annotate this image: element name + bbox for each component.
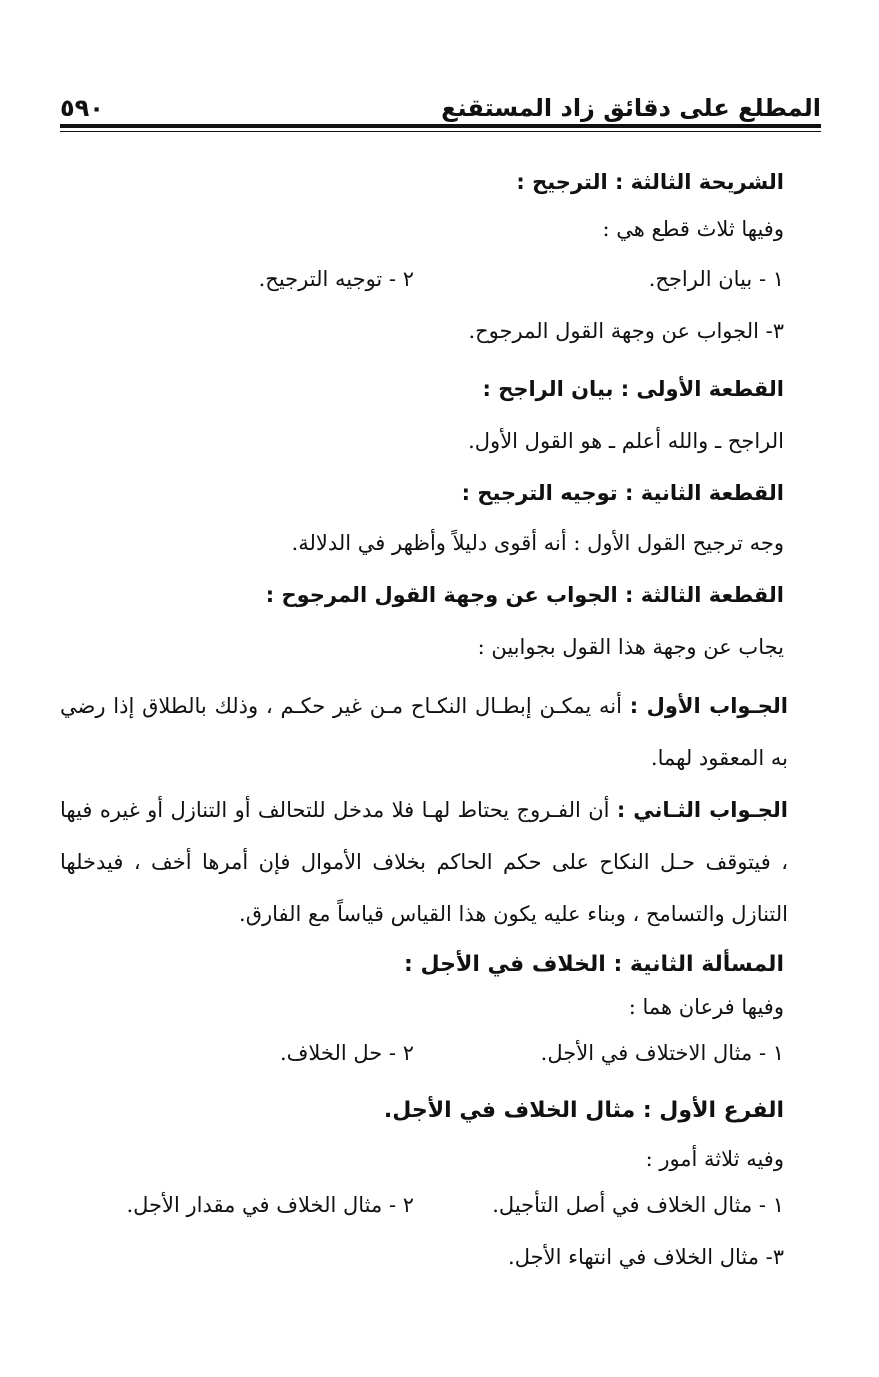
masalah-2-intro: وفيها فرعان هما : bbox=[628, 995, 784, 1019]
answer-1 bbox=[60, 680, 788, 784]
qitah-2-text: وجه ترجيح القول الأول : أنه أقوى دليلاً وأظهر في الدلالة. bbox=[291, 531, 784, 555]
running-title: المطلع على دقائق زاد المستقنع bbox=[441, 94, 821, 122]
header-rule-thin bbox=[60, 131, 821, 132]
header-rule-thick bbox=[60, 124, 821, 128]
answer-2 bbox=[60, 784, 788, 940]
heading-far-1: الفرع الأول : مثال الخلاف في الأجل. bbox=[383, 1098, 784, 1123]
part-2: ٢ - توجيه الترجيح. bbox=[258, 267, 414, 291]
amr-3: ٣- مثال الخلاف في انتهاء الأجل. bbox=[508, 1245, 784, 1269]
far-1: ١ - مثال الاختلاف في الأجل. bbox=[540, 1041, 784, 1065]
page-number: ٥٩٠ bbox=[60, 94, 104, 122]
far-row bbox=[62, 1038, 784, 1096]
page-body bbox=[60, 160, 789, 1282]
answer-1-label: الجـواب الأول : bbox=[629, 694, 788, 718]
answer-2-text: أن الفـروج يحتاط لهـا فلا مدخل للتحالف أو التنازل أو غيره فيها ، فيتوقف حـل النكاح على حكم الحاكم بخلاف الأموال فإن أمرها أخف ، فيدخلها التنازل والتسامح ، وبناء عليه يكون هذا القياس قياساً مع الفارق. bbox=[60, 798, 788, 926]
qitah-1-text: الراجح ـ والله أعلم ـ هو القول الأول. bbox=[468, 429, 784, 453]
far-1-intro: وفيه ثلاثة أمور : bbox=[645, 1147, 784, 1171]
answer-1-text: أنه يمكـن إبطـال النكـاح مـن غير حكـم ، وذلك بالطلاق إذا رضي به المعقود لهما. bbox=[60, 694, 788, 770]
far-2: ٢ - حل الخلاف. bbox=[279, 1041, 414, 1065]
answer-2-label: الجـواب الثـاني : bbox=[616, 798, 789, 822]
part-3: ٣- الجواب عن وجهة القول المرجوح. bbox=[468, 319, 784, 343]
heading-sharihah-3: الشريحة الثالثة : الترجيح : bbox=[516, 170, 784, 194]
intro-parts: وفيها ثلاث قطع هي : bbox=[602, 217, 784, 241]
heading-qitah-3: القطعة الثالثة : الجواب عن وجهة القول المرجوح : bbox=[265, 583, 784, 607]
heading-qitah-2: القطعة الثانية : توجيه الترجيح : bbox=[461, 481, 784, 505]
page-header bbox=[60, 74, 821, 122]
amr-1: ١ - مثال الخلاف في أصل التأجيل. bbox=[492, 1193, 784, 1217]
heading-qitah-1: القطعة الأولى : بيان الراجح : bbox=[482, 377, 784, 401]
parts-row bbox=[62, 264, 784, 316]
heading-masalah-2: المسألة الثانية : الخلاف في الأجل : bbox=[404, 952, 784, 977]
qitah-3-intro: يجاب عن وجهة هذا القول بجوابين : bbox=[477, 635, 784, 659]
amr-row bbox=[62, 1190, 784, 1242]
amr-2: ٢ - مثال الخلاف في مقدار الأجل. bbox=[126, 1193, 414, 1217]
part-1: ١ - بيان الراجح. bbox=[648, 267, 784, 291]
